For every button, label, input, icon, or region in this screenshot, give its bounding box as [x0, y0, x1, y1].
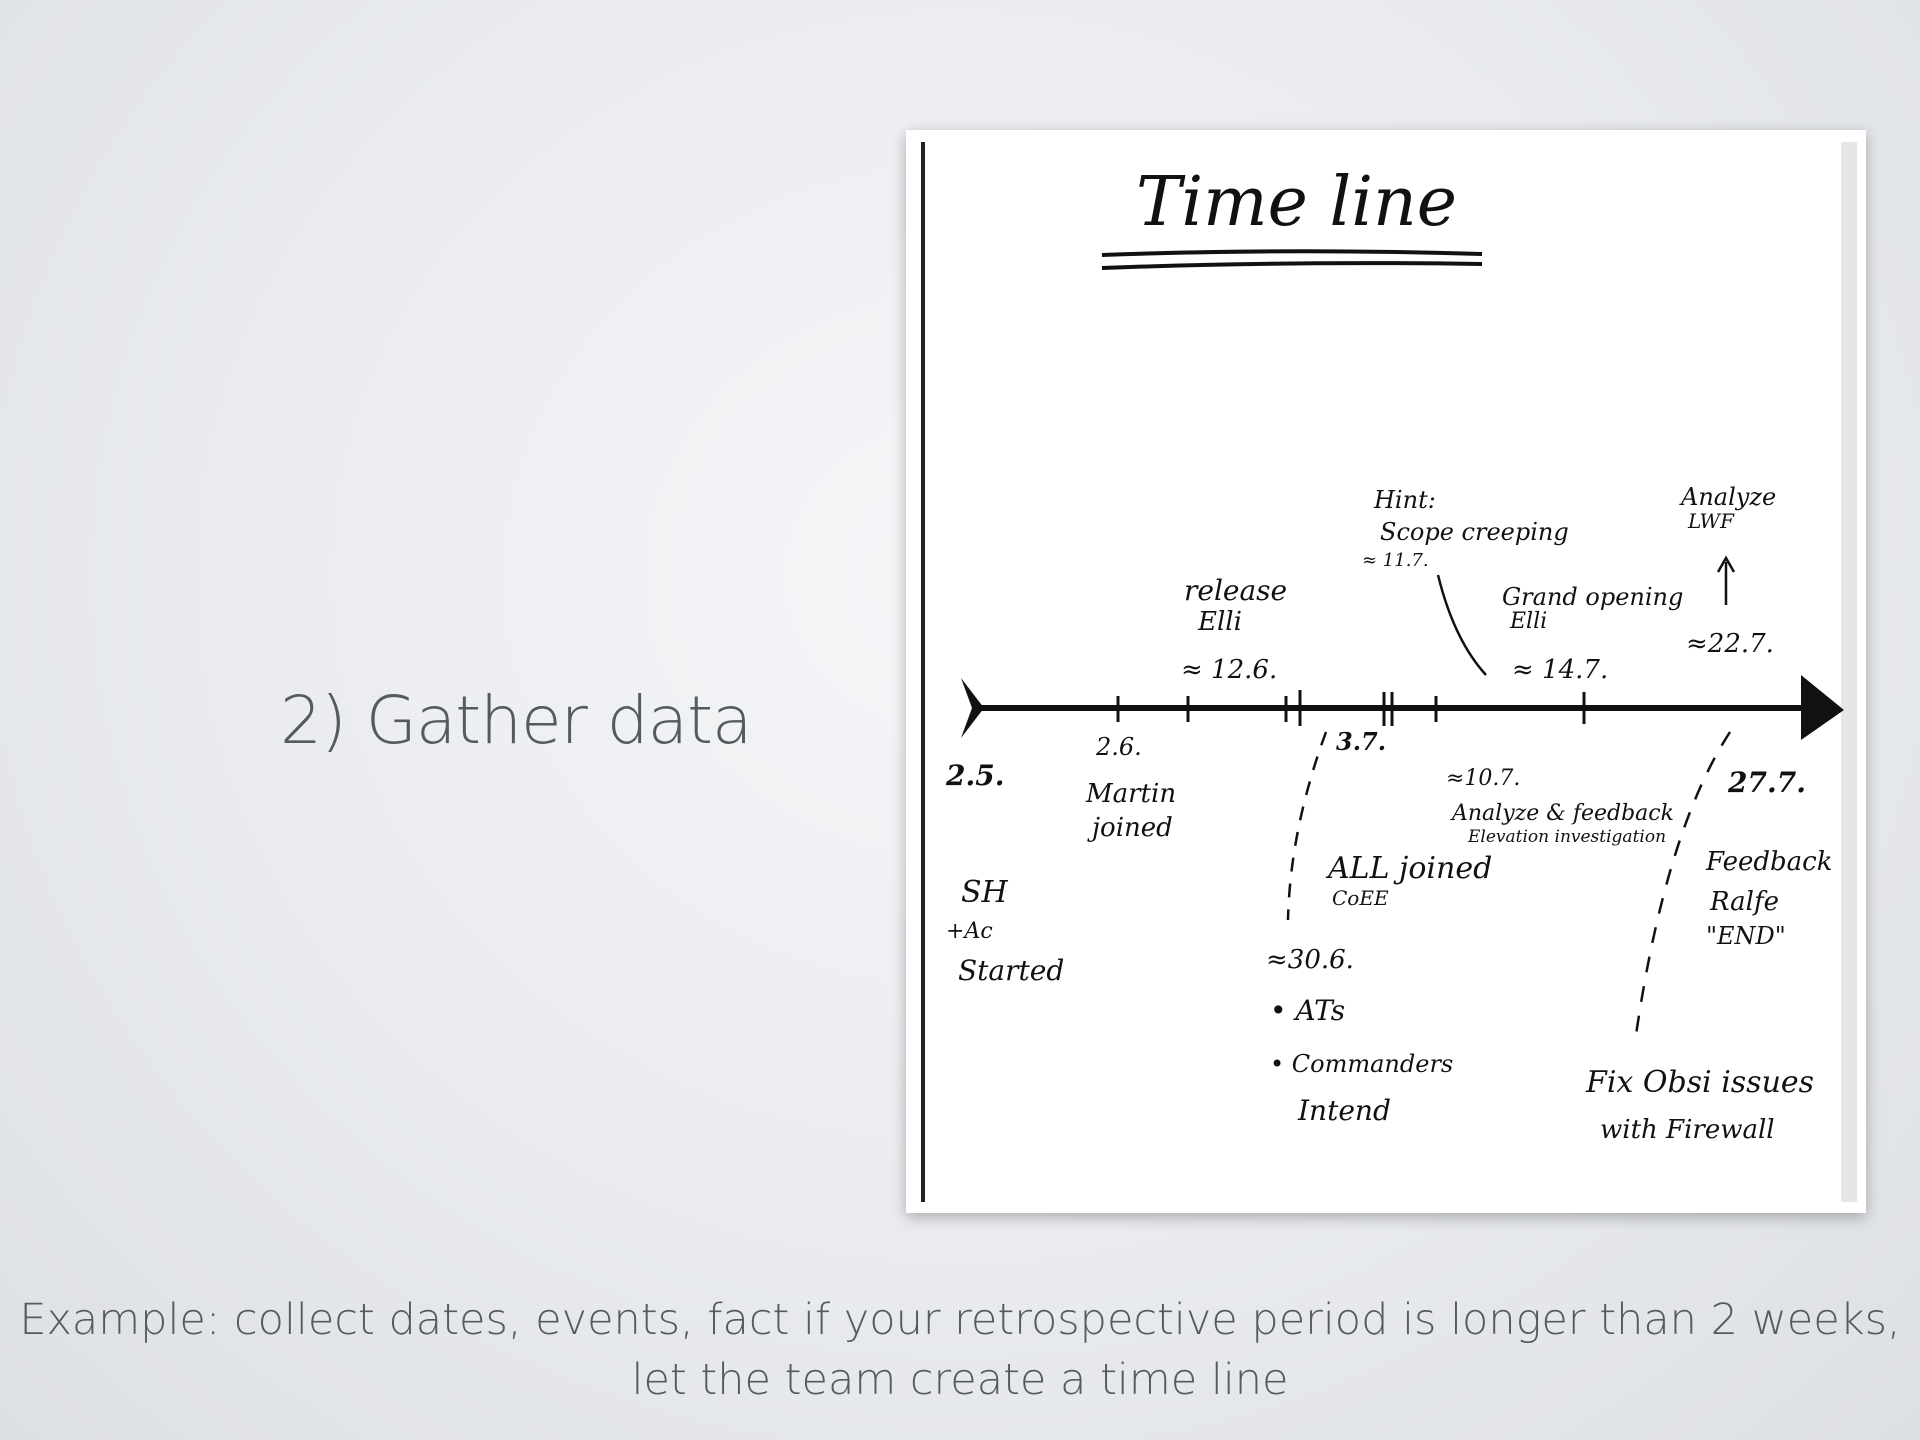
- note-release-2: Elli: [1198, 607, 1242, 637]
- note-martin-2: joined: [1092, 813, 1173, 843]
- note-grand-1: Grand opening: [1502, 583, 1684, 611]
- note-hint-date: ≈ 11.7.: [1362, 550, 1429, 571]
- note-all-joined-1: ALL joined: [1328, 851, 1493, 886]
- timeline-heading: Time line: [1136, 163, 1457, 242]
- note-start-event-3: Started: [958, 954, 1065, 987]
- dashed-connector-fix: [1636, 732, 1730, 1035]
- caption-line-1: Example: collect dates, events, fact if your retrospective period is longer than 2 weeks,: [19, 1295, 1901, 1345]
- note-grand-2: Elli: [1510, 609, 1548, 634]
- note-date-10-7: ≈10.7.: [1446, 766, 1521, 791]
- timeline-photo: [906, 130, 1866, 1213]
- note-date-2-6: 2.6.: [1096, 733, 1142, 761]
- note-bullet-3: Intend: [1298, 1094, 1391, 1127]
- note-hint-1: Hint:: [1374, 486, 1436, 514]
- note-date-30-6: ≈30.6.: [1266, 945, 1354, 975]
- dashed-connector-30-6: [1288, 732, 1326, 920]
- handwritten-timeline-drawing: [906, 130, 1866, 1213]
- heading-underline-1: [1102, 251, 1482, 255]
- slide-caption: [0, 1290, 1920, 1410]
- note-feedback-1: Feedback: [1706, 847, 1833, 877]
- note-analyze-lwf-1: Analyze: [1681, 483, 1777, 511]
- note-feedback-2: Ralfe: [1710, 887, 1779, 917]
- heading-underline-2: [1102, 263, 1482, 268]
- paper-right-shadow: [1841, 142, 1857, 1202]
- note-fix-2: with Firewall: [1600, 1115, 1775, 1145]
- note-date-3-7: 3.7.: [1336, 727, 1387, 756]
- note-analyze-1: Analyze & feedback: [1452, 801, 1674, 826]
- note-martin-1: Martin: [1086, 779, 1177, 809]
- note-grand-date: ≈ 14.7.: [1512, 655, 1609, 685]
- note-date-22-7: ≈22.7.: [1686, 629, 1774, 659]
- hint-connector: [1438, 575, 1486, 675]
- note-date-27-7: 27.7.: [1728, 766, 1806, 799]
- note-release-1: release: [1184, 574, 1288, 607]
- slide-title: 2) Gather data: [280, 682, 752, 759]
- note-start-date: 2.5.: [946, 759, 1005, 792]
- note-fix-1: Fix Obsi issues: [1586, 1065, 1815, 1100]
- note-start-event-2: +Ac: [946, 919, 993, 944]
- note-feedback-3: "END": [1706, 922, 1786, 950]
- note-analyze-lwf-2: LWF: [1688, 509, 1734, 533]
- note-hint-2: Scope creeping: [1380, 518, 1569, 546]
- axis-start-tail: [961, 678, 984, 738]
- note-bullet-2: • Commanders: [1270, 1050, 1454, 1078]
- note-all-joined-2: CoEE: [1332, 886, 1389, 910]
- note-analyze-2: Elevation investigation: [1468, 827, 1667, 847]
- note-start-event-1: SH: [961, 875, 1008, 910]
- note-release-date: ≈ 12.6.: [1181, 655, 1278, 685]
- caption-line-2: let the team create a time line: [631, 1355, 1289, 1405]
- note-bullet-1: • ATs: [1270, 994, 1346, 1027]
- axis-arrowhead: [1801, 675, 1844, 740]
